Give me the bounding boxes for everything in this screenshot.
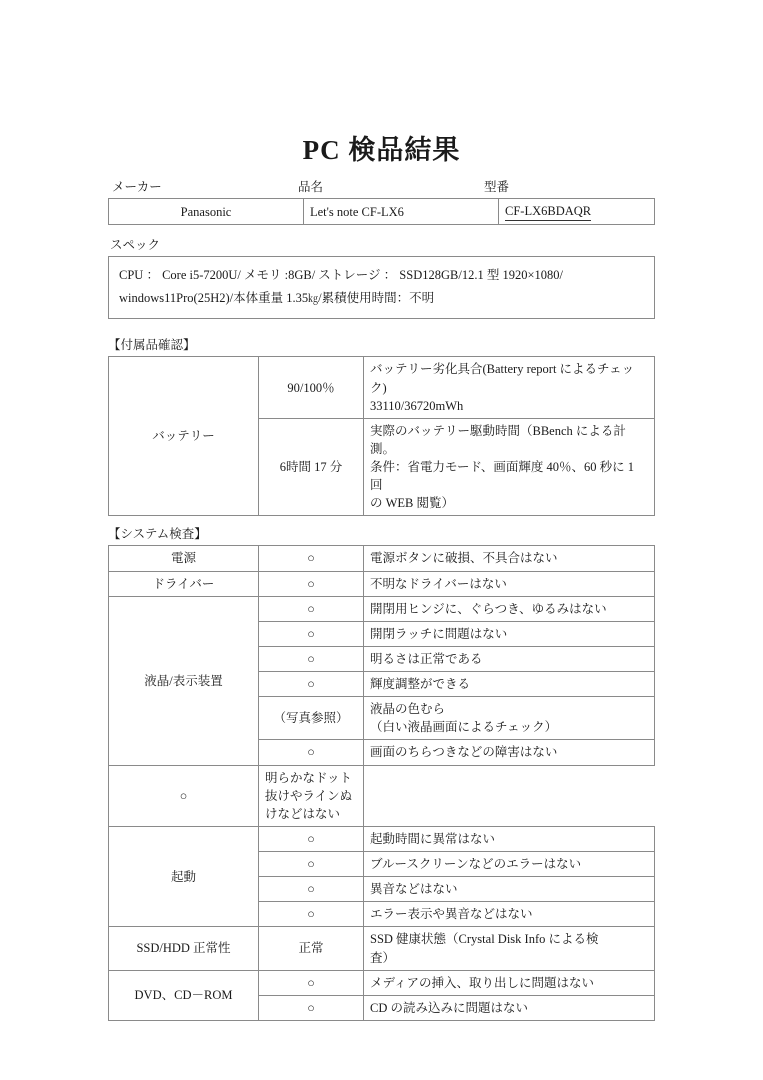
system-result: ○: [259, 596, 364, 621]
system-result: ○: [259, 970, 364, 995]
system-note-line2: （白い液晶画面によるチェック）: [370, 720, 558, 735]
system-note: [364, 621, 655, 646]
table-row: [109, 596, 655, 621]
system-note: [364, 970, 655, 995]
battery-label: バッテリー: [109, 357, 259, 516]
battery-desc-1-line2: ク): [370, 380, 387, 395]
battery-desc-1: [364, 357, 655, 418]
table-row: [109, 357, 655, 418]
system-note-line1: CD の読み込みに問題はない: [370, 1000, 528, 1015]
table-row: [109, 546, 655, 571]
system-note: [364, 877, 655, 902]
system-note: [364, 697, 655, 740]
system-category: DVD、CD－ROM: [109, 970, 259, 1020]
table-row: [109, 571, 655, 596]
label-product-name: 品名: [298, 180, 324, 194]
system-note-line1: 液晶の色むら: [370, 702, 446, 717]
table-row: [109, 199, 655, 225]
system-result: ○: [259, 826, 364, 851]
system-result: ○: [259, 902, 364, 927]
battery-table: [108, 356, 655, 516]
system-note: [364, 672, 655, 697]
system-result: ○: [259, 877, 364, 902]
table-row: [109, 765, 655, 826]
value-product-name: Let's note CF-LX6: [304, 199, 499, 225]
battery-desc-1-line3: 33110/36720mWh: [370, 398, 464, 413]
spec-unit-kg: ㎏: [308, 294, 319, 306]
page-title: PC 検品結果: [302, 135, 461, 165]
header-table: [108, 198, 655, 225]
system-result: ○: [259, 571, 364, 596]
battery-desc-1-line1: バッテリー劣化具合(Battery report によるチェッ: [370, 362, 635, 377]
system-note: [364, 740, 655, 765]
system-note: [364, 646, 655, 671]
battery-desc-2-line1: 実際のバッテリー駆動時間（BBench による計測。: [370, 423, 626, 456]
system-note-line1: 異音などはない: [370, 882, 458, 897]
system-result: ○: [259, 852, 364, 877]
label-spec: スペック: [110, 238, 161, 253]
system-result: ○: [259, 995, 364, 1020]
spec-box: [108, 256, 655, 319]
system-note-line1: エラー表示や異音などはない: [370, 907, 533, 922]
accessories-heading: 【付属品確認】: [108, 338, 196, 353]
system-note: [364, 546, 655, 571]
model-number-text: CF-LX6BDAQR: [505, 202, 591, 221]
battery-desc-2-line3: の WEB 閲覧）: [370, 496, 455, 511]
table-row: [109, 826, 655, 851]
system-note-line1: 開閉ラッチに問題はない: [370, 626, 508, 641]
system-note-line1: ブルースクリーンなどのエラーはない: [370, 857, 582, 871]
system-note-line1: 輝度調整ができる: [370, 677, 471, 691]
system-note: [364, 571, 655, 596]
battery-desc-2-line2: 条件：省電力モード、画面輝度 40％、60 秒に 1 回: [370, 460, 635, 493]
system-note-line1: 開閉用ヒンジに、ぐらつき、ゆるみはない: [370, 601, 607, 616]
system-note: [364, 596, 655, 621]
system-result: ○: [259, 672, 364, 697]
system-result: ○: [259, 546, 364, 571]
system-note: [364, 995, 655, 1020]
spec-line-2-a: windows11Pro(25H2)/本体重量 1.35: [119, 291, 309, 306]
system-note: [259, 765, 364, 826]
system-note-line1: 明らかなドット抜けやラインぬけなどはない: [265, 770, 353, 821]
system-result: ○: [259, 740, 364, 765]
system-category: 電源: [109, 546, 259, 571]
system-category: SSD/HDD 正常性: [109, 927, 259, 970]
spec-line-2-b: /累積使用時間：不明: [318, 291, 435, 306]
system-result: ○: [259, 646, 364, 671]
header-field-labels: [108, 177, 655, 195]
table-row: [109, 970, 655, 995]
spec-line-1: CPU ： Core i5-7200U/ メモリ :8GB/ ストレージ ： SSD128GB/12.1 型 1920×1080/: [119, 268, 563, 283]
label-maker: メーカー: [112, 180, 162, 194]
system-note-line1: メディアの挿入、取り出しに問題はない: [370, 975, 595, 990]
battery-desc-2: [364, 418, 655, 516]
spec-line-2: [119, 287, 644, 310]
battery-value-2: 6時間 17 分: [259, 418, 364, 516]
system-result: ○: [109, 765, 259, 826]
system-category: 起動: [109, 826, 259, 927]
system-note-line1: 明るさは正常である: [370, 651, 483, 666]
system-heading: 【システム検査】: [108, 527, 207, 542]
value-maker: Panasonic: [109, 199, 304, 225]
system-note-line2: 査）: [370, 950, 396, 965]
system-note-line1: 不明なドライバーはない: [370, 576, 507, 591]
system-result: 正常: [259, 927, 364, 970]
system-note: [364, 902, 655, 927]
system-inspection-table: [108, 545, 655, 1021]
battery-value-1: 90/100％: [259, 357, 364, 418]
value-model-number: [499, 199, 655, 225]
system-note-line1: 起動時間に異常はない: [370, 831, 496, 846]
label-model-number: 型番: [484, 180, 510, 194]
system-category: 液晶/表示装置: [109, 596, 259, 765]
table-row: [109, 927, 655, 970]
system-result: ○: [259, 621, 364, 646]
system-category: ドライバー: [109, 571, 259, 596]
system-note-line1: 画面のちらつきなどの障害はない: [370, 745, 558, 760]
system-note: [364, 826, 655, 851]
system-note-line1: 電源ボタンに破損、不具合はない: [370, 551, 558, 566]
system-note-line1: SSD 健康状態（Crystal Disk Info による検: [370, 932, 599, 947]
system-note: [364, 852, 655, 877]
system-result: （写真参照）: [259, 697, 364, 740]
system-note: [364, 927, 655, 970]
